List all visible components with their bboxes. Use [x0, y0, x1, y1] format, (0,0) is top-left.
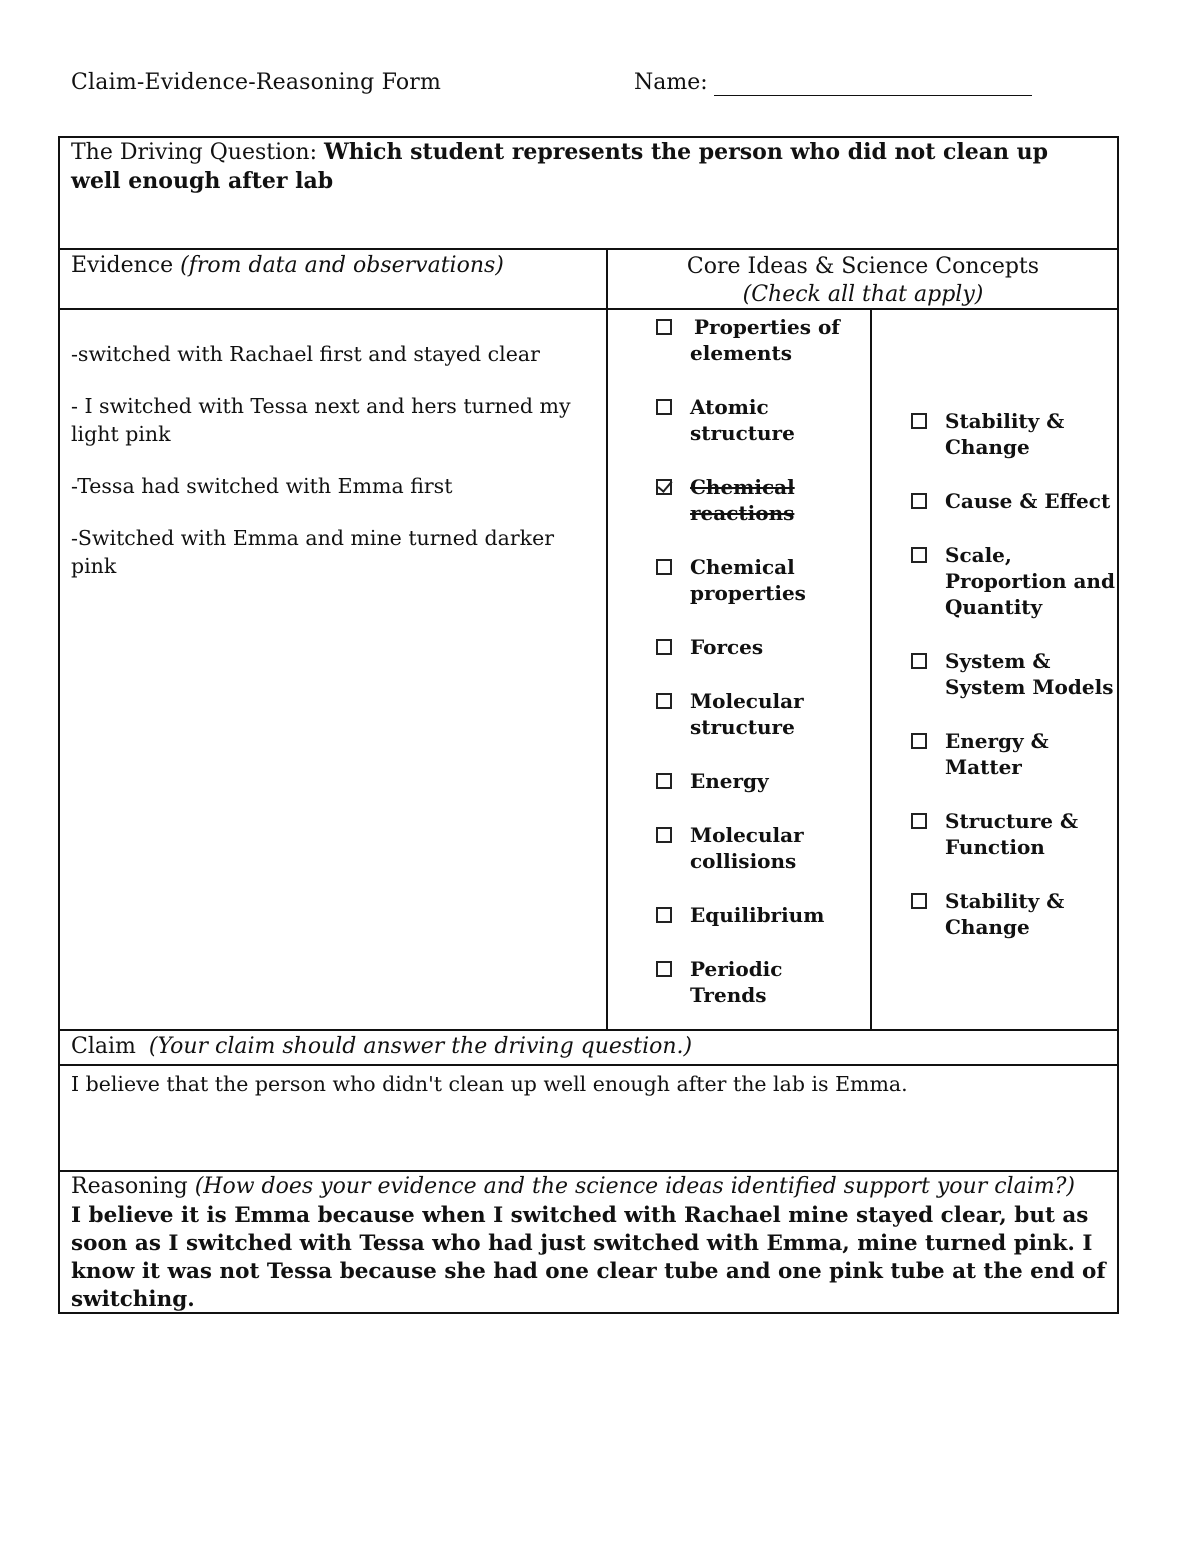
checkbox-label: Change: [945, 435, 1030, 459]
reasoning-heading-note: (How does your evidence and the science ideas identified support your claim?): [194, 1174, 1075, 1199]
claim-answer[interactable]: I believe that the person who didn't clean up well enough after the lab is Emma.: [71, 1072, 908, 1096]
checkbox-label: Periodic: [690, 957, 783, 981]
checkbox[interactable]: [911, 547, 927, 563]
checkbox[interactable]: [911, 493, 927, 509]
concepts-heading-label: Core Ideas & Science Concepts: [686, 254, 1040, 279]
concepts-heading: [608, 253, 1118, 309]
checkbox[interactable]: [911, 733, 927, 749]
checkbox-label: structure: [690, 715, 795, 739]
evidence-heading-note: (from data and observations): [180, 253, 504, 278]
concepts-heading-note: (Check all that apply): [742, 282, 984, 307]
checkbox-label: Trends: [690, 983, 767, 1007]
checkbox-label: Molecular: [690, 689, 804, 713]
checkbox[interactable]: [656, 961, 672, 977]
form-title: Claim-Evidence-Reasoning Form: [71, 70, 442, 95]
divider-evidence-concepts: [606, 248, 608, 1030]
reasoning-heading-label: Reasoning: [71, 1174, 188, 1199]
evidence-heading-label: Evidence: [71, 253, 174, 278]
checkbox-label: Stability &: [945, 889, 1065, 913]
checkbox-label: structure: [690, 421, 795, 445]
checkbox[interactable]: [911, 413, 927, 429]
checkbox-label: Forces: [690, 635, 764, 659]
checkbox-label: reactions: [690, 501, 795, 525]
driving-question: [71, 138, 1101, 196]
checkbox-label: Stability &: [945, 409, 1065, 433]
checkbox-label: elements: [690, 341, 792, 365]
checkbox-label: Matter: [945, 755, 1022, 779]
evidence-item: -Switched with Emma and mine turned darker pink: [71, 526, 555, 578]
checkbox[interactable]: [656, 399, 672, 415]
checkbox[interactable]: [656, 773, 672, 789]
checkbox[interactable]: [911, 893, 927, 909]
evidence-item: - I switched with Tessa next and hers turned my light pink: [71, 394, 571, 446]
checkbox-label: Chemical: [690, 475, 795, 499]
checkbox-label: Change: [945, 915, 1030, 939]
claim-heading: [71, 1034, 692, 1059]
name-label: Name:: [634, 70, 708, 95]
evidence-heading: [71, 253, 504, 278]
divider-reasoning: [58, 1170, 1119, 1172]
evidence-list: [71, 340, 601, 604]
checkbox-label: Molecular: [690, 823, 804, 847]
checkbox-label: Quantity: [945, 595, 1043, 619]
checkbox-label: System Models: [945, 675, 1114, 699]
checkbox[interactable]: [656, 693, 672, 709]
checkbox[interactable]: [656, 639, 672, 655]
evidence-item: -switched with Rachael first and stayed clear: [71, 342, 540, 366]
driving-question-label: The Driving Question:: [71, 140, 317, 165]
checkbox-label: Atomic: [690, 395, 769, 419]
checkbox[interactable]: [656, 907, 672, 923]
divider-claim-header: [58, 1029, 1119, 1031]
reasoning-heading: [71, 1174, 1075, 1199]
checkbox[interactable]: [911, 653, 927, 669]
checkbox-label: properties: [690, 581, 806, 605]
checkbox-checked[interactable]: [656, 479, 672, 495]
checkbox-label: collisions: [690, 849, 797, 873]
checkbox-label: Properties of: [694, 315, 840, 339]
checkbox-label: Function: [945, 835, 1045, 859]
checkbox-label: Structure &: [945, 809, 1078, 833]
checkbox-label: Scale,: [945, 543, 1012, 567]
checkbox-label: Cause & Effect: [945, 489, 1111, 513]
checkbox-label: Energy: [690, 769, 769, 793]
claim-heading-label: Claim: [71, 1034, 136, 1059]
divider-concept-columns: [870, 308, 872, 1030]
checkbox[interactable]: [656, 559, 672, 575]
checkbox[interactable]: [656, 319, 672, 335]
driving-question-text: Which student represents the person who did not clean up well enough after lab: [71, 139, 1049, 194]
checkbox[interactable]: [656, 827, 672, 843]
evidence-item: -Tessa had switched with Emma first: [71, 474, 453, 498]
claim-heading-note: (Your claim should answer the driving question.): [148, 1034, 693, 1059]
checkbox-label: Equilibrium: [690, 903, 825, 927]
divider-driving-question: [58, 248, 1119, 250]
checkbox-label: Chemical: [690, 555, 795, 579]
divider-claim-body: [58, 1064, 1119, 1066]
checkbox-label: System &: [945, 649, 1051, 673]
checkbox-label: Proportion and: [945, 569, 1115, 593]
table-border-right: [1117, 136, 1119, 1314]
checkbox[interactable]: [911, 813, 927, 829]
table-border-left: [58, 136, 60, 1314]
checkbox-label: Energy &: [945, 729, 1049, 753]
reasoning-answer[interactable]: I believe it is Emma because when I switched with Rachael mine stayed clear, but as soon as I switched with Tessa who had just switched with Emma, mine turned pink. I know it was not Tessa because she had one clear tube and one pink tube at the end of switching.: [71, 1203, 1106, 1312]
name-field-line[interactable]: [714, 95, 1032, 96]
